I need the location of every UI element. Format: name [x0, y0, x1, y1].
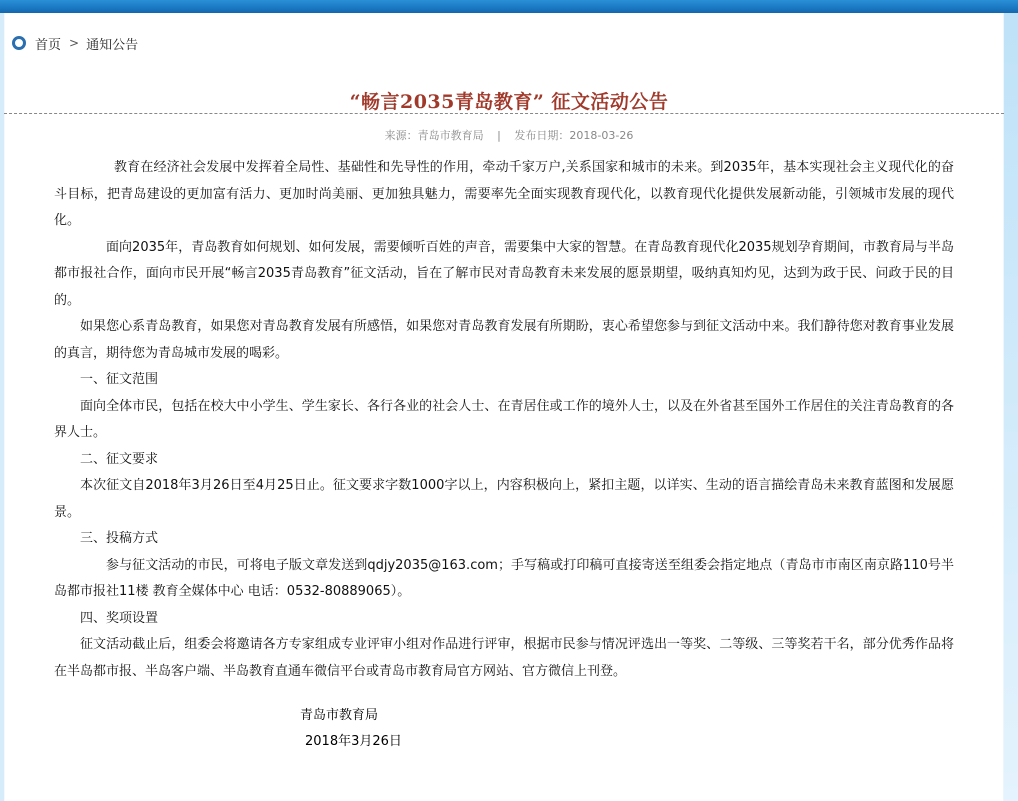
- article-date: 发布日期：2018-03-26: [514, 129, 634, 142]
- section-heading-submission: 三、投稿方式: [80, 531, 159, 546]
- top-bar: [0, 0, 1018, 13]
- paragraph-intro: 教育在经济社会发展中发挥着全局性、基础性和先导性的作用，牵动千家万户,关系国家和城市的未来。到2035年，基本实现社会主义现代化的奋斗目标，把青岛建设的更加富有活力、更加时尚美丽、更加独具魅力，需要率先全面实现教育现代化，以教育现代化提供发展新动能，引领城市发展的现代化。: [54, 160, 954, 228]
- article-meta: [0, 127, 1018, 143]
- meta-separator: |: [497, 129, 501, 142]
- paragraph-background: 面向2035年，青岛教育如何规划、如何发展，需要倾听百姓的声音，需要集中大家的智慧。在青岛教育现代化2035规划孕育期间，市教育局与半岛都市报社合作，面向市民开展“畅言2035青岛教育”征文活动，旨在了解市民对青岛教育未来发展的愿景期望，吸纳真知灼见，达到为政于民、问政于民的目的。: [54, 239, 954, 308]
- breadcrumb-notices-link[interactable]: 通知公告: [86, 37, 139, 53]
- paragraph-awards: 征文活动截止后，组委会将邀请各方专家组成专业评审小组对作品进行评审，根据市民参与情况评选出一等奖、二等级、三等奖若干名，部分优秀作品将在半岛都市报、半岛客户端、半岛教育直通车微信平台或青岛市教育局官方网站、官方微信上刊登。: [54, 637, 954, 679]
- chevron-right-icon: >: [69, 36, 80, 50]
- signature-block: [300, 703, 402, 755]
- breadcrumb-home-link[interactable]: 首页: [35, 37, 62, 53]
- breadcrumb: [12, 34, 138, 52]
- section-heading-scope: 一、征文范围: [80, 372, 159, 387]
- title-divider: [4, 113, 1004, 114]
- section-heading-requirements: 二、征文要求: [80, 451, 159, 467]
- section-heading-awards: 四、奖项设置: [80, 610, 159, 626]
- paragraph-invitation: 如果您心系青岛教育，如果您对青岛教育发展有所感悟，如果您对青岛教育发展有所期盼，衷心希望您参与到征文活动中来。我们静待您对教育事业发展的真言，期待您为青岛城市发展的喝彩。: [54, 319, 954, 361]
- signature-date: 2018年3月26日: [305, 734, 402, 749]
- location-dot-icon: [12, 36, 26, 50]
- article-title: “畅言2035青岛教育” 征文活动公告: [349, 90, 669, 113]
- paragraph-requirements: 本次征文自2018年3月26日至4月25日止。征文要求字数1000字以上，内容积极向上，紧扣主题，以详实、生动的语言描绘青岛未来教育蓝图和发展愿景。: [54, 478, 954, 520]
- paragraph-submission: 参与征文活动的市民，可将电子版文章发送到qdjy2035@163.com；手写稿或打印稿可直接寄送至组委会指定地点（青岛市市南区南京路110号半岛都市报社11楼 教育全媒体中心 电话：0532-80889065）。: [54, 557, 954, 599]
- article-source: 来源：青岛市教育局: [384, 129, 484, 142]
- article-body: [54, 155, 954, 685]
- signature-org: 青岛市教育局: [300, 708, 379, 723]
- paragraph-scope: 面向全体市民，包括在校大中小学生、学生家长、各行各业的社会人士、在青居住或工作的境外人士，以及在外省甚至国外工作居住的关注青岛教育的各界人士。: [54, 398, 954, 440]
